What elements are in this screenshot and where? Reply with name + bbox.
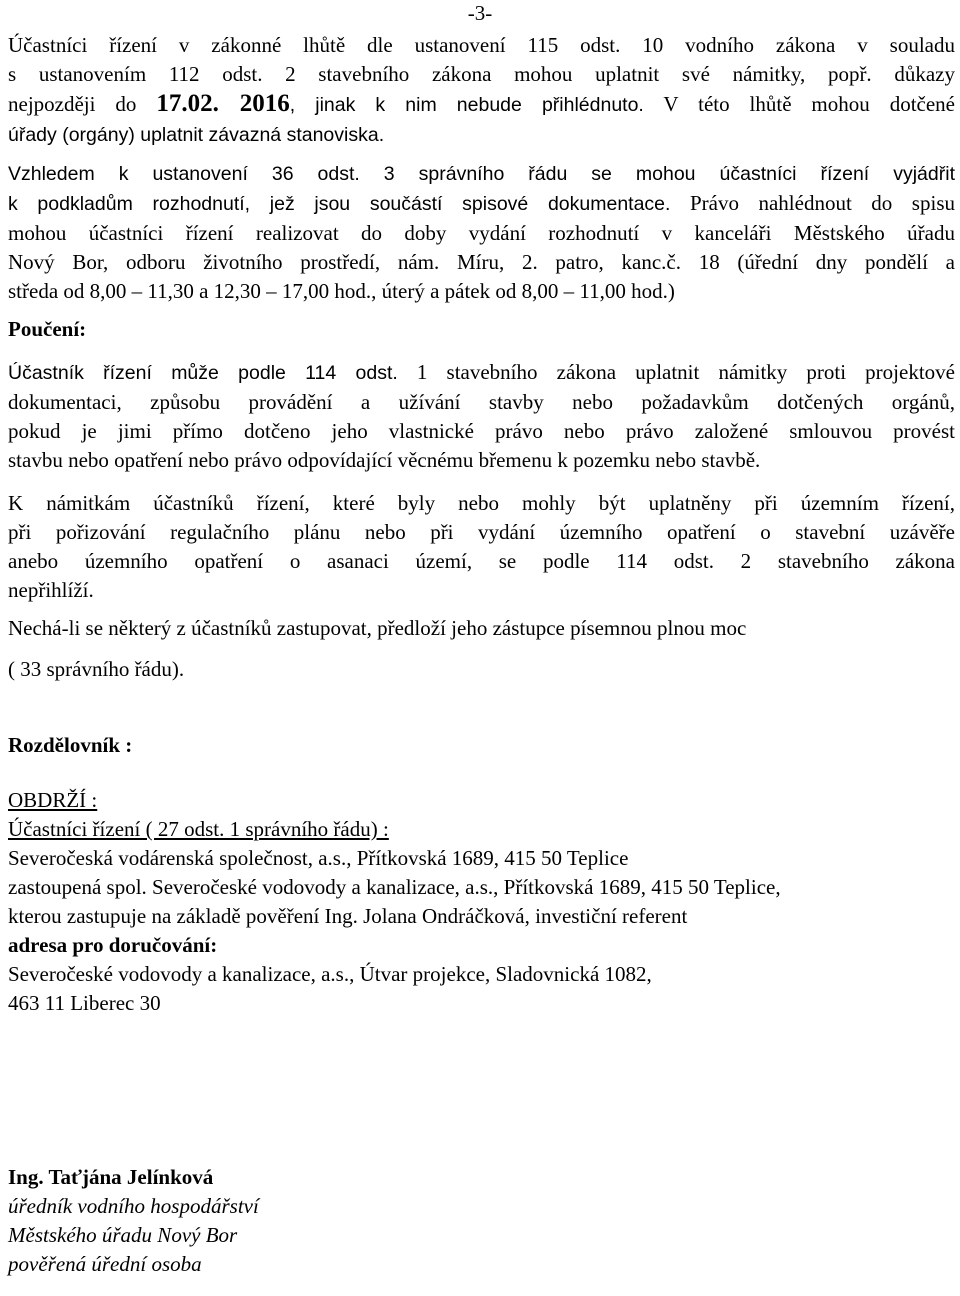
text-fragment: V této lhůtě mohou dotčené: [643, 92, 955, 116]
signatory-office: Městského úřadu Nový Bor: [8, 1223, 238, 1247]
deadline-date: 17.02. 2016: [156, 90, 290, 117]
text-fragment: Vzhledem k ustanovení 36 odst.: [8, 163, 360, 185]
text-line: [8, 120, 955, 150]
signatory-authority: pověřená úřední osoba: [8, 1252, 202, 1276]
signatory-role: úředník vodního hospodářství: [8, 1194, 259, 1218]
participants-label: Účastníci řízení ( 27 odst. 1 správního řádu) :: [8, 817, 389, 841]
text-line: stavbu nebo opatření nebo právo odpovídající věcnému břemenu k pozemku nebo stavbě.: [8, 448, 761, 472]
distribution-line: Severočeská vodárenská společnost, a.s., Přítkovská 1689, 415 50 Teplice: [8, 846, 629, 870]
text-line: s ustanovením 112 odst. 2 stavebního zákona mohou uplatnit své námitky, popř. důkazy: [8, 62, 955, 86]
text-line: středa od 8,00 – 11,30 a 12,30 – 17,00 hod., úterý a pátek od 8,00 – 11,00 hod.): [8, 279, 675, 303]
text-line: dokumentaci, způsobu provádění a užívání stavby nebo požadavkům dotčených orgánů,: [8, 390, 955, 414]
text-fragment: , jinak k nim nebude přihlédnuto.: [289, 94, 644, 116]
text-fragment: 1 stavebního zákona uplatnit námitky proti projektové: [397, 360, 955, 384]
document-body: [8, 31, 955, 1279]
text-line: Nový Bor, odboru životního prostředí, nám. Míru, 2. patro, kanc.č. 18 (úřední dny pondělí a: [8, 250, 955, 274]
text-fragment: Účastník řízení může podle 114 odst.: [8, 362, 398, 384]
text-line: ( 33 správního řádu).: [8, 657, 185, 681]
distribution-line: zastoupená spol. Severočeské vodovody a kanalizace, a.s., Přítkovská 1689, 415 50 Teplice,: [8, 875, 781, 899]
paragraph-objections-disregarded: [8, 489, 955, 605]
text-fragment: Právo nahlédnout do spisu: [670, 191, 955, 215]
address-label: adresa pro doručování:: [8, 933, 218, 957]
instruction-heading: Poučení:: [8, 317, 87, 341]
paragraph-instructions: [8, 358, 955, 475]
signature-block: [8, 1163, 955, 1279]
text-line: nepřihlíží.: [8, 578, 94, 602]
receives-line: [8, 786, 955, 815]
text-line: při pořizování regulačního plánu nebo při vydání územního opatření o stavební uzávěře: [8, 520, 955, 544]
address-line: 463 11 Liberec 30: [8, 991, 161, 1015]
text-line: pokud je jimi přímo dotčeno jeho vlastnické právo nebo právo založené smlouvou provést: [8, 419, 955, 443]
distribution-heading: Rozdělovník :: [8, 733, 133, 757]
paragraph-inspection: [8, 159, 955, 306]
signatory-name: Ing. Taťjána Jelínková: [8, 1165, 214, 1189]
text-line: [8, 159, 955, 189]
page-number: -3-: [467, 1, 493, 25]
text-line: [8, 189, 955, 219]
text-line: Nechá-li se některý z účastníků zastupovat, předloží jeho zástupce písemnou plnou moc: [8, 616, 747, 640]
text-line: [8, 358, 955, 388]
text-line: Účastníci řízení v zákonné lhůtě dle ustanovení 115 odst. 10 vodního zákona v souladu: [8, 33, 955, 57]
text-fragment: 3 správního řádu se mohou účastníci řízení vyjádřit: [359, 163, 955, 185]
text-fragment: úřady (orgány) uplatnit závazná stanoviska.: [8, 124, 385, 146]
distribution-list: [8, 731, 955, 1018]
participants-line: [8, 815, 955, 844]
text-fragment: nejpozději do: [8, 92, 157, 116]
text-line: anebo územního opatření o asanaci území, se podle 114 odst. 2 stavebního zákona: [8, 549, 955, 573]
text-line: mohou účastníci řízení realizovat do doby vydání rozhodnutí v kanceláři Městského úřadu: [8, 221, 955, 245]
text-fragment: k podkladům rozhodnutí, jež jsou součástí spisové dokumentace.: [8, 193, 671, 215]
distribution-line: kterou zastupuje na základě pověření Ing. Jolana Ondráčková, investiční referent: [8, 904, 688, 928]
paragraph-objections-deadline: [8, 31, 955, 150]
text-line: [8, 89, 955, 120]
paragraph-representation: [8, 614, 955, 684]
receives-label: OBDRŽÍ :: [8, 788, 98, 812]
address-line: Severočeské vodovody a kanalizace, a.s., Útvar projekce, Sladovnická 1082,: [8, 962, 652, 986]
text-line: K námitkám účastníků řízení, které byly nebo mohly být uplatněny při územním řízení,: [8, 491, 955, 515]
